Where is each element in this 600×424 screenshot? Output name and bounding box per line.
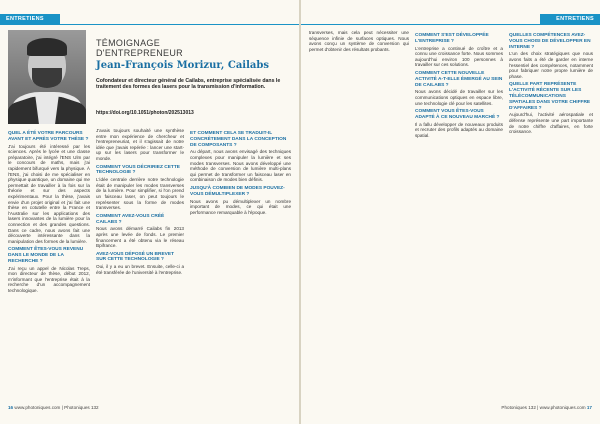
- header-rule: [0, 24, 299, 25]
- folio-right: Photoniques 132 | www.photoniques.com 17: [501, 405, 592, 410]
- header-rule-right: [301, 24, 600, 25]
- paragraph: J'ai reçu un appel de Nicolas Treps, mon directeur de thèse, début 2012, m'informant que l'entreprise était à la recherche d'un accompagnement technologique.: [8, 265, 90, 294]
- question-heading: COMMENT VOUS ÊTES-VOUS ADAPTÉ À CE NOUVEAU MARCHÉ ?: [415, 109, 500, 120]
- paragraph: J'avais toujours souhaité une synthèse entre mon expérience de chercheur et l'entrepreneuriat, et il s'agissait de notre idée que j'avais repérée : lancer une start-up sur les lasers pour transformer le monde.: [96, 128, 184, 161]
- paragraph: Oui, il y a eu un brevet. Ensuite, celle-ci a été transférée de l'université à l'entreprise.: [96, 264, 184, 275]
- paragraph: L'idée centrale derrière notre technologie était de manipuler les modes transverses de la lumière. Pour simplifier, si l'on prend un faisceau laser, on peut toujours le représenter sous la forme de modes transverses.: [96, 177, 184, 211]
- question-heading: AVEZ-VOUS DÉPOSÉ UN BREVET SUR CETTE TECHNOLOGIE ?: [96, 251, 175, 263]
- right-column-1: transverses, mais cela peut nécessiter une séquence infinie de surfaces optiques. Nous avons conçu un système de conversion qui permet d'obtenir des résultats probants.: [309, 30, 409, 52]
- article-title: Jean-François Morizur, Cailabs: [96, 60, 270, 71]
- article-kicker: TÉMOIGNAGE D'ENTREPRENEUR: [96, 38, 183, 58]
- left-column-2: [96, 128, 184, 400]
- doi-link[interactable]: https://doi.org/10.1051/photon/202513013: [96, 110, 194, 116]
- right-column-3: [509, 30, 593, 400]
- paragraph: Aujourd'hui, l'activité aérospatiale et défense représente une part importante de notre chiffre d'affaires, en forte croissance.: [509, 112, 593, 135]
- right-page: [301, 0, 600, 424]
- question-heading: COMMENT AVEZ-VOUS CRÉÉ CAILABS ?: [96, 213, 165, 225]
- left-column-3: ET COMMENT CELA SE TRADUIT-IL CONCRÈTEMENT DANS LA CONCEPTION DE COMPOSANTS ? Au départ, nous avons envisagé des techniques complexes pour manipuler la lumière et ses modes transverses. Nous avons développé une méthode de conversion de lumière multi-plans qui permet de transformer un faisceau laser en combinaison de modes bien définis. JUSQU'À COMBIEN DE MODES POUVEZ-VOUS DÉMULTIPLEXER ? Nous avons pu démultiplexer un nombre important de modes, ce qui était une performance remarquable à l'époque.: [190, 131, 291, 215]
- paragraph: Il a fallu développer de nouveaux produits et recruter des profils adaptés au domaine spatial.: [415, 121, 503, 138]
- paragraph: Nous avons démarré Cailabs fin 2013 après une levée de fonds. Le premier financement a été obtenu via le réseau Bpifrance.: [96, 226, 184, 249]
- section-tag-right: ENTRETIENS: [540, 14, 600, 25]
- section-tag: ENTRETIENS: [0, 14, 60, 25]
- folio-left: 16 www.photoniques.com | Photoniques 132: [8, 405, 99, 410]
- left-page: [0, 0, 299, 424]
- paragraph: L'un des choix stratégiques que nous avons faits a été de garder en interne l'essentiel des compétences, notamment pour fabriquer notre propre lumière de phase.: [509, 51, 593, 79]
- left-column-1: [8, 128, 90, 400]
- question-heading: COMMENT VOUS DÉCRIRIEZ CETTE TECHNOLOGIE ?: [96, 164, 180, 176]
- portrait-photo: [8, 30, 86, 124]
- article-intro: Cofondateur et directeur général de Cailabs, entreprise spécialisée dans le traitement des formes des lasers pour la transmission d'information.: [96, 78, 281, 91]
- question-heading: QUELLE PART REPRÉSENTE L'ACTIVITÉ RÉCENTE SUR LES TÉLÉCOMMUNICATIONS SPATIALES DANS VOTRE CHIFFRE D'AFFAIRES ?: [509, 82, 591, 111]
- question-heading: QUEL A ÉTÉ VOTRE PARCOURS AVANT ET APRÈS VOTRE THÈSE ?: [8, 131, 89, 142]
- paragraph: J'ai toujours été intéressé par les sciences. Après le lycée et une classe préparatoire, j'ai intégré l'ENS Ulm par le concours de maths, mais j'ai rapidement bifurqué vers la physique. À l'ENS, j'ai choisi de me spécialiser en physique quantique, un domaine qui me permettait de travailler à la fois sur la théorie et sur des aspects expérimentaux. Pour la thèse, j'avais envie d'un projet original et j'ai fait une thèse en cotutelle entre la France et l'Australie sur les applications des lasers innovantes de la lumière pour la connection et des grandes questions. Dans ce cadre, nous avons fait une découverte intéressante dans la manipulation des formes de la lumière.: [8, 143, 90, 244]
- question-heading: COMMENT S'EST DÉVELOPPÉE L'ENTREPRISE ?: [415, 33, 489, 44]
- right-column-2: [415, 30, 503, 400]
- paragraph: Nous avons décidé de travailler sur les communications optiques en espace libre, une technologie clé pour les satellites.: [415, 89, 503, 106]
- question-heading: COMMENT ÊTES-VOUS REVENU DANS LE MONDE DE LA RECHERCHE ?: [8, 247, 84, 264]
- question-heading: QUELLES COMPÉTENCES AVEZ-VOUS CHOISI DE DÉVELOPPER EN INTERNE ?: [509, 33, 591, 50]
- question-heading: COMMENT CETTE NOUVELLE ACTIVITÉ A-T-ELLE ÉMERGÉ AU SEIN DE CAILABS ?: [415, 70, 503, 88]
- paragraph: L'entreprise a continué de croître et a connu une croissance forte. Nous sommes aujourd'hui environ 100 personnes à travailler sur ces solutions.: [415, 45, 503, 68]
